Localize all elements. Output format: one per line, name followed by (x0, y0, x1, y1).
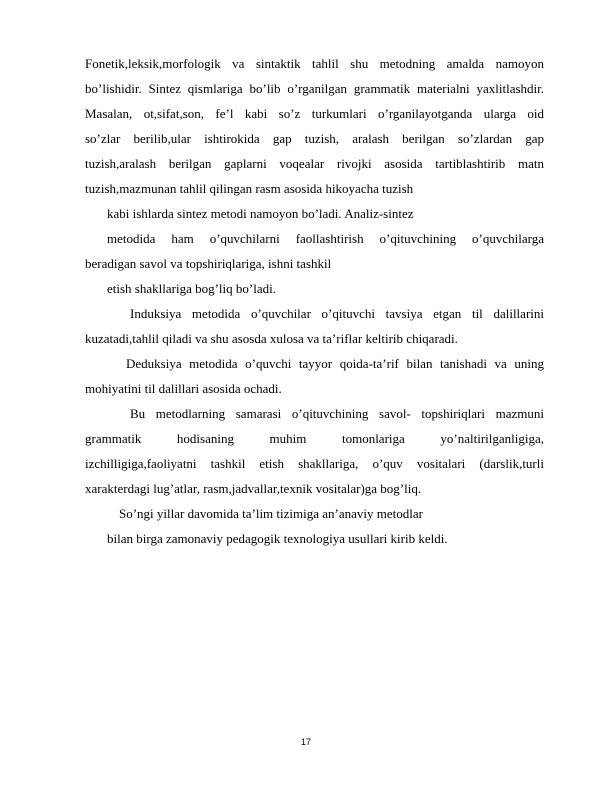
text-line: kuzatadi,tahlil qiladi va shu asosda xulosa va ta’riflar keltirib chiqaradi. (85, 331, 458, 346)
text-line: xarakterdagi lug’atlar, rasm,jadvallar,texnik vositalar)ga bog’liq. (85, 481, 422, 496)
text-line: izchilligiga,faoliyatni tashkil etish shakllariga, o’quv vositalari (darslik,turli (85, 456, 544, 471)
text-line: So’ngi yillar davomida ta’lim tizimiga an’anaviy metodlar (119, 506, 423, 521)
text-line: so’zlar berilib,ular ishtirokida gap tuzish, aralash berilgan so’zlardan gap (85, 131, 544, 146)
text-line: tuzish,mazmunan tahlil qilingan rasm asosida hikoyacha tuzish (85, 181, 414, 196)
text-line: mohiyatini til dalillari asosida ochadi. (85, 381, 282, 396)
text-line: Bu metodlarning samarasi o’qituvchining savol- topshiriqlari mazmuni (130, 406, 544, 421)
text-line: tuzish,aralash berilgan gaplarni voqealar rivojki asosida tartiblashtirib matn (85, 156, 544, 171)
text-line: metodida ham o’quvchilarni faollashtirish o’qituvchining o’quvchilarga (107, 231, 544, 246)
text-line: Deduksiya metodida o’quvchi tayyor qoida-ta’rif bilan tanishadi va uning (126, 356, 544, 371)
text-line: etish shakllariga bog’liq bo’ladi. (107, 281, 276, 296)
page-number: 17 (300, 737, 311, 747)
text-line: Masalan, ot,sifat,son, fe’l kabi so’z turkumlari o’rganilayotganda ularga oid (85, 106, 544, 121)
text-line: beradigan savol va topshiriqlariga, ishni tashkil (85, 256, 332, 271)
text-line: bilan birga zamonaviy pedagogik texnologiya usullari kirib keldi. (107, 531, 448, 546)
text-line: Fonetik,leksik,morfologik va sintaktik tahlil shu metodning amalda namoyon (85, 56, 544, 71)
text-line: kabi ishlarda sintez metodi namoyon bo’ladi. Analiz-sintez (107, 206, 414, 221)
text-line: grammatik hodisaning muhim tomonlariga yo’naltirilganligiga, (85, 431, 544, 446)
text-line: bo’lishidir. Sintez qismlariga bo’lib o’rganilgan grammatik materialni yaxlitlashdir. (85, 81, 544, 96)
text-line: Induksiya metodida o’quvchilar o’qituvchi tavsiya etgan til dalillarini (130, 306, 544, 321)
